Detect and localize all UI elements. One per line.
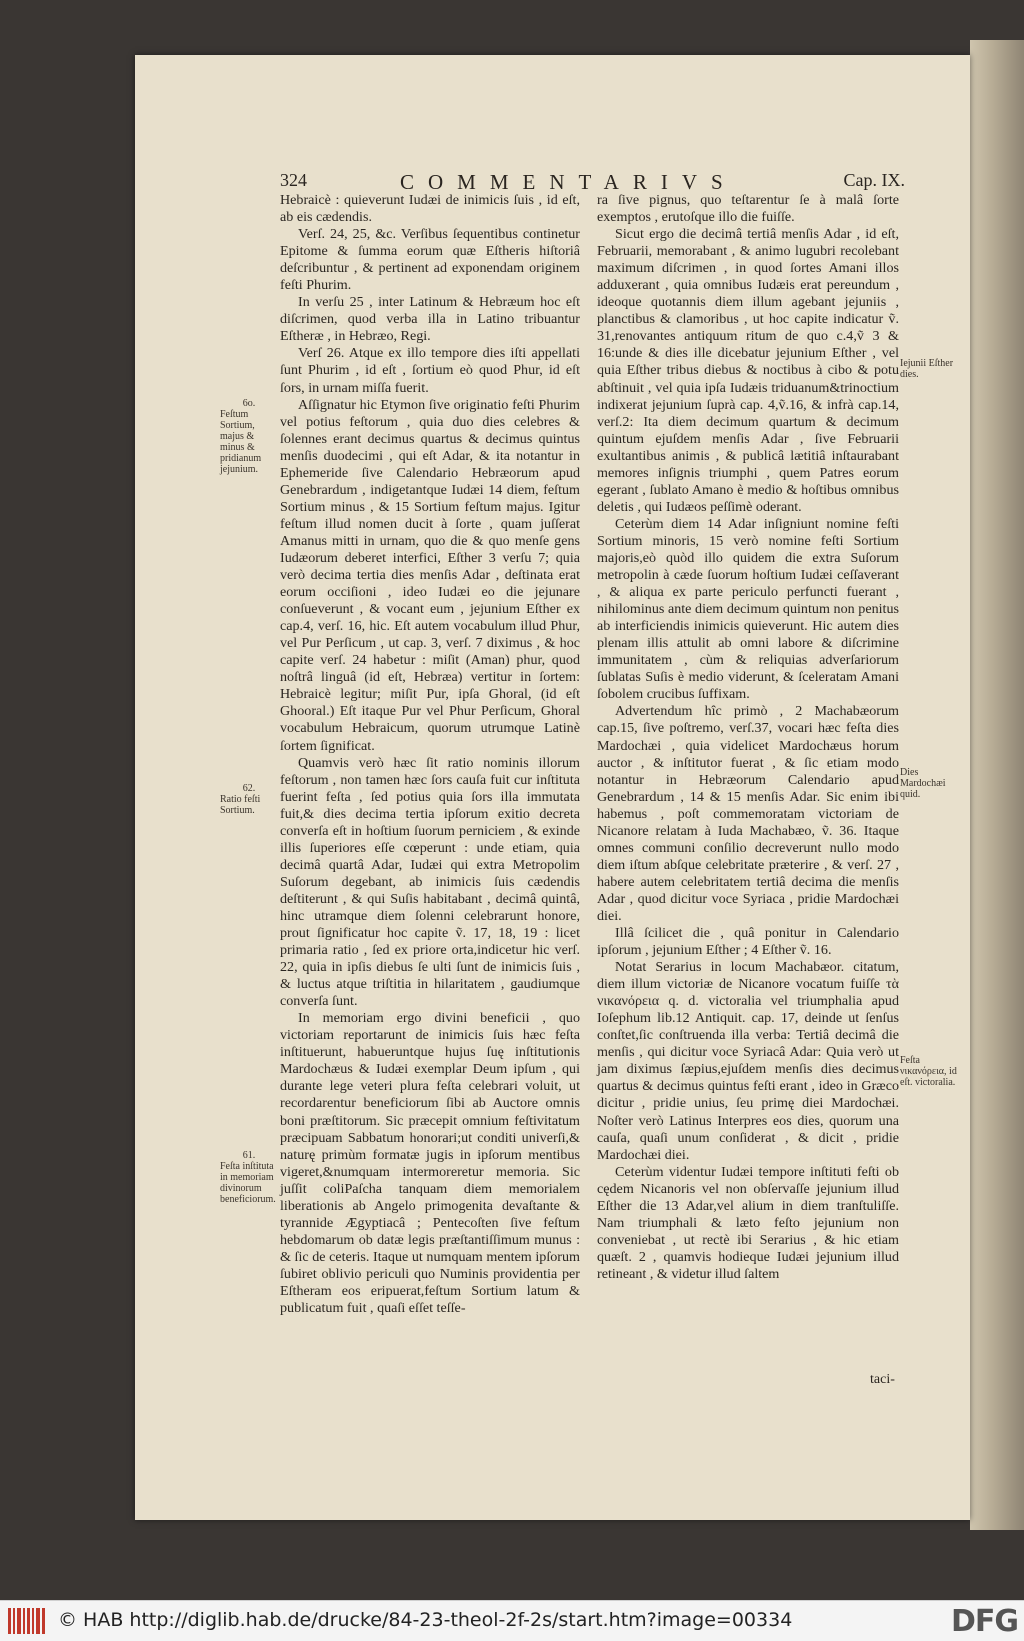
margin-note-62 xyxy=(220,783,278,816)
paragraph: Notat Serarius in locum Machabæor. citatum, diem illum victoriæ de Nicanore vocatum fuiſſe τὰ νικανόρεια q. d. victoralia vel triumphalia apud Ioſephum lib.12 Antiquit. cap. 17, deinde ut ſenſus conſtet,ſic conſtruenda illa verba: Tertiâ decimâ die menſis , qui dicitur voce Syriacâ Adar: Quia verò ut jam diximus ſæpius,ejuſdem menſis dies decimus quartus & decimus quintus feſti erant , ideo in Græco dicitur , pridie unius, ſeu primę diei Mardochæi. Noſter verò Latinus Interpres eos dies, quorum una cauſa, quaſi unum conſiderat , & dicit , pridie Mardochæi diei. xyxy=(597,959,899,1163)
paragraph: ra ſive pignus, quo teſtarentur ſe à malâ ſorte exemptos , erutoſque illo die fuiſſe. xyxy=(597,192,899,226)
margin-note-number: 62. xyxy=(242,783,256,794)
margin-note-number: 61. xyxy=(242,1150,256,1161)
paragraph: Verſ. 24, 25, &c. Verſibus ſequentibus continetur Epitome & ſumma eorum quæ Eſtheris hiſtoriâ deſcribuntur , & pertinent ad exponendam originem feſti Phurim. xyxy=(280,226,580,294)
barcode-icon xyxy=(8,1608,46,1634)
paragraph: In verſu 25 , inter Latinum & Hebræum hoc eſt diſcrimen, quod verba illa in Latino tribuantur Eſtheræ , in Hebræo, Regi. xyxy=(280,294,580,345)
paragraph: Ceterùm videntur Iudæi tempore inſtituti feſti ob cędem Nicanoris vel non obſervaſſe jejunium illud Eſther die 13 Adar,vel alium in diem tranſtuliſſe. Nam triumphali & læto feſto jejunium non conveniebat , ut rectè ibi Serarius , & hic etiam quæſt. 2 , quamvis hodieque Iudæi jejunium illud retineant , & videtur illud ſaltem xyxy=(597,1163,899,1282)
margin-note-ieiunii xyxy=(900,358,960,380)
paragraph: Advertendum hîc primò , 2 Machabæorum cap.15, ſive poſtremo, verſ.37, vocari hæc feſta dies Mardochæi , quia videlicet Mardochæus horum auctor , & inſtitutor fuerat , & ſic etiam modo notantur in Hebræorum Calendario apud Genebrardum , 14 & 15 menſis Adar. Sic enim ibi habemus , poſt commemoratam victoriam de Nicanore relatam à Iuda Machabæo, ṽ. 36. Itaque omnes communi conſilio decreverunt nullo modo diem iſtum abſque celebritate præterire , & verſ. 27 , habere autem celebritatem tertiâ decima die menſis Adar , quod dicitur voce Syriaca , pridie Mardochæi diei. xyxy=(597,703,899,924)
chapter-label: Cap. IX. xyxy=(843,170,905,190)
paragraph: Ceterùm diem 14 Adar inſigniunt nomine feſti Sortium minoris, 15 verò nomine feſti Sortium majoris,eò quòd illo quidem die extra Suſorum metropolin à cæde ſuorum hoſtium Iudæi ceſſaverant , & aliqua ex parte periculo perfuncti fuerant , nihilominus ante diem decimum quintum non penitus ab interficiendis inimicis quieverunt. Hic autem dies plenam illis attulit ab omni labore & diſcrimine immunitatem , cùm & reliquias adverſariorum ſublatas Suſis è medio viderunt, & ſceleratam Amani ſobolem crucibus ſuffixam. xyxy=(597,515,899,703)
paragraph: Aſſignatur hic Etymon ſive originatio feſti Phurim vel potius feſtorum , quia duo dies celebres & ſolennes erant decimus quartus & decimus quintus menſis duodecimi , qui eſt Adar, & ita notantur in Ephemeride ſive Calendario Hebræorum apud Genebrardum , indigetantque Iudæi 14 diem, feſtum Sortium minus , & 15 Sortium feſtum majus. Igitur feſtum illud nomen ducit à ſorte , quam juſſerat Amanus mitti in urnam, quo die & quo menſe gens Iudæorum deberet interfici, Eſther 3 verſu 7; quia verò decima tertia dies menſis Adar , deſtinata erat eorum occiſioni , ideo Iudæi eo die jejunare conſueverunt , & vocant eum , jejunium Eſther ex cap.4, verſ. 16, hic. Eſt autem vocabulum illud Phur, vel Pur Perſicum , ut cap. 3, verſ. 7 diximus , & hoc capite verſ. 24 habetur : miſit (Aman) phur, quod noſtrâ linguâ (id eſt, Hebræa) vertitur in ſortem: Hebraicè legitur; miſit Pur, ipſa Ghoral, (id eſt Ghooral.) Eſt itaque Pur vel Phur Perſicum, Ghoral vocabulum Hebraicum, quorum utrumque Latinè ſortem ſignificat. xyxy=(280,396,580,754)
margin-note-festa xyxy=(900,1055,960,1088)
catchword: taci- xyxy=(870,1372,895,1387)
margin-note-text: Iejunii Eſther dies. xyxy=(900,358,954,380)
margin-note-61 xyxy=(220,1150,278,1205)
paragraph: Hebraicè : quieverunt Iudæi de inimicis ſuis , id eſt, ab eis cædendis. xyxy=(280,192,580,226)
margin-note-text: Feſta νικανόρεια, id eſt. victoralia. xyxy=(900,1055,957,1088)
source-url[interactable]: © HAB http://diglib.hab.de/drucke/84-23-theol-2f-2s/start.htm?image=00334 xyxy=(58,1609,793,1631)
paragraph: Illâ ſcilicet die , quâ ponitur in Calendario ipſorum , jejunium Eſther ; 4 Eſther ṽ. 16. xyxy=(597,925,899,959)
margin-note-dies-mardochaei xyxy=(900,767,960,800)
dfg-logo: DFG xyxy=(950,1604,1018,1639)
page-number: 324 xyxy=(280,170,307,190)
paragraph: Quamvis verò hæc ſit ratio nominis illorum feſtorum , non tamen hæc ſors cauſa fuit cur inſtituta fuerint feſta , ſed potius quia ſors illa immutata fuit,& dies decima tertia ipſorum exitio decreta converſa eſt in hoſtium ſuorum perniciem , & exinde illis ſuperiores eſſe cœperunt : unde etiam, quia decimâ quartâ Adar, Iudæi qui extra Metropolim Suſorum degebant, ab inimicis ſuis cædendis deſtiterunt , & qui Suſis habitabant , decimâ quintâ, hinc utramque diem ſolenni celebrarunt honore, prout ſignificatur hoc capite ṽ. 17, 18, 19 : licet primaria ratio , ſed ex priore orta,indicetur hic verſ. 22, quia in ipſis diebus ſe ulti ſunt de inimicis ſuis , & luctus atque triſtitia in hilaritatem , gaudiumque converſa ſunt. xyxy=(280,754,580,1010)
paragraph: Verſ 26. Atque ex illo tempore dies iſti appellati ſunt Phurim , id eſt , ſortium eò quod Phur, id eſt ſors, in urnam miſſa fuerit. xyxy=(280,345,580,396)
adjacent-page-edge xyxy=(970,40,1024,1530)
right-text-column xyxy=(597,192,899,1283)
left-text-column xyxy=(280,192,580,1317)
margin-note-number: 6o. xyxy=(242,398,256,409)
paragraph: In memoriam ergo divini beneficii , quo victoriam reportarunt de inimicis ſuis hæc feſta inſtituerunt, habueruntque hujus ſuę inſtitutionis Mardochæus & Iudæi exemplar Deum ipſum , qui durante lege veteri plura feſta celebrari voluit, ut recordarentur beneficiorum ſibi ab Auctore omnis boni præſtitorum. Sic præcepit omnium feſtivitatum præcipuam Sabbatum honorari;ut conditi univerſi,& naturę primùm formatæ jugis in ipſorum mentibus vigeret,&numquam intermoreretur memoria. Sic juſſit coliPaſcha tanquam diem memorialem liberationis ab Angelo primogenita devaſtante & tyrannide Ægyptiacâ ; Pentecoſten ſive feſtum hebdomarum ob datæ legis præſtantiſſimum munus : & ſic de ceteris. Itaque ut numquam mentem ipſorum ſubiret oblivio periculi quo Numinis providentia per Eſtheram eos eripuerat,feſtum Sortium latum & publicatum fuit , quaſi eſſet teſſe- xyxy=(280,1010,580,1317)
running-title: COMMENTARIVS xyxy=(400,170,737,194)
viewer-footer xyxy=(0,1600,1024,1641)
margin-note-text: Feſta inſtituta in memoriam divinorum beneficiorum. xyxy=(220,1161,276,1205)
margin-note-text: Dies Mardochæi quid. xyxy=(900,767,946,800)
paragraph: Sicut ergo die decimâ tertiâ menſis Adar , id eſt, Februarii, memorabant , & animo lugubri recolebant maximum diſcrimen , in quod ſortes Amani illos adduxerant , quia omnibus Iudæis erat pereundum , ideoque quotannis diem illum agebant jejuniis , planctibus & clamoribus , ut hoc capite indicatur ṽ. 31,renovantes antiquum ritum de quo c.4,ṽ 3 & 16:unde & dies ille dicebatur jejunium Eſther , vel quia Eſther tribus diebus & noctibus à cibo & potu abſtinuit , vel quia ipſa Iudæis triduanum&trinoctium indixerat jejunium ſuprà cap. 4,ṽ.16, & infrà cap.14, verſ.2: Ita diem decimum quartum & decimum quintum ejuſdem menſis Adar , ſive Februarii exultantibus animis , & publicâ lætitiâ inſtaurabant memores inſignis triumphi , quem Patres eorum egerant , ſublato Amano è medio & hoſtibus omnibus deletis , qui Iudæos peſſimè oderant. xyxy=(597,226,899,515)
margin-note-text: Ratio feſti Sortium. xyxy=(220,794,261,816)
margin-note-60 xyxy=(220,398,278,475)
margin-note-text: Feſtum Sortium, majus & minus & pridianum jejunium. xyxy=(220,409,262,475)
